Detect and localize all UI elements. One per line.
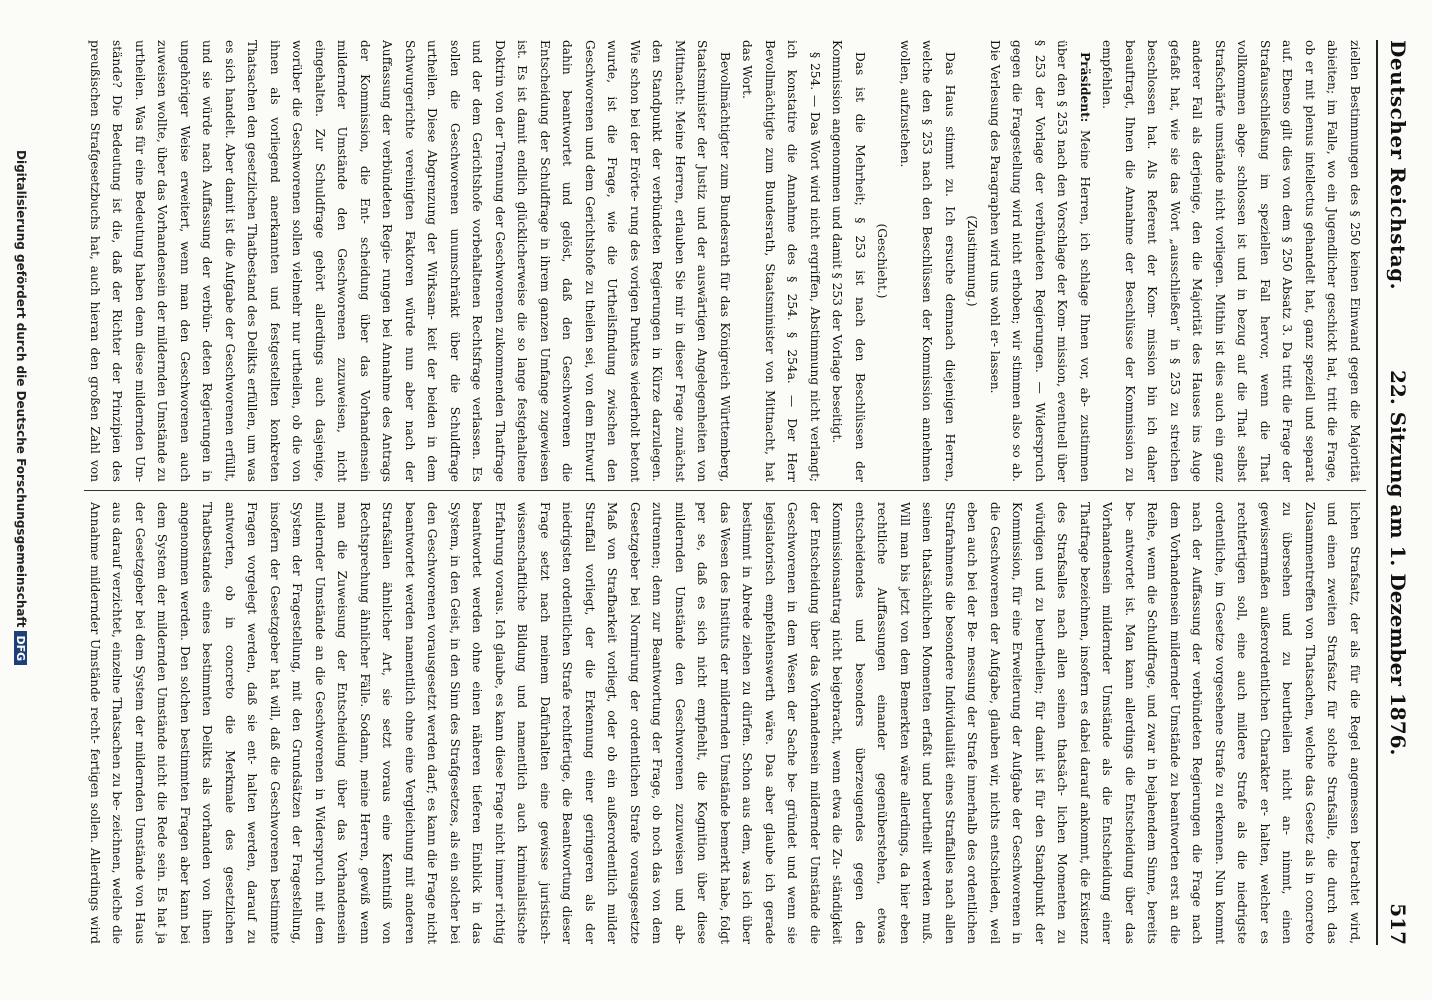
right-column [84,502,1366,944]
page-header [1376,40,1416,945]
dfg-logo: DFG [14,631,27,665]
interjection: (Geschieht.) [875,223,890,299]
credit-text: Digitalisierung gefördert durch die Deutsche Forschungsgemeinschaft [14,150,28,628]
paragraph: Das Haus stimmt zu. Ich ersuche demnach diejenigen Herren, welche den § 253 nach den Beschlüssen der Kommission annehmen wollen, aufzustehen. [898,40,957,482]
speech-text: Meine Herren, ich schlage Ihnen vor, ab- zustimmen über den § 253 nach den Vorschlage der Kom- mission, eventuell über § 253 der Vorlage der verbündeten Regierungen. — Widerspruch gegen die Fragestellung wird nicht erhoben; wir stimmen also so ab. Die Verlesung des Paragraphen wird uns wohl er- lassen. [988,40,1092,482]
speaker-label: Präsident: [1078,52,1092,123]
paragraph: § 254. — Das Wort wird nicht ergriffen, Abstimmung nicht verlangt; ich konstatire die Annahme des § 254. § 254a. — Der Herr Bevollmächtigte zum Bundesrath, Staatsminister von Mittnacht, hat das Wort. [740,40,822,482]
left-column [84,40,1366,482]
paragraph: Das ist die Mehrheit; § 253 ist nach den Beschlüssen der Kommission angenommen und damit § 253 der Vorlage beseitigt. [830,40,867,482]
header-session: 22. Sitzung am 1. Dezember 1876. [1386,370,1410,756]
digitization-credit [14,150,28,665]
paragraph: lichen Strafsatz, der als für die Regel angemessen betrachtet wird, und einen zweiten Strafsatz für solche Strafsälle, die durch das Zusammentreffen von Thatsachen, welche das Gesetz als in concreto zu übersehen und zu beurtheilen nicht an- nimmt, einen gewissermaßen außerordentlichen Charakter er- halten, welcher es rechtfertigen soll, eine auch mildere Strafe als die niedrigste ordentliche, im Gesetze vorgesehene Strafe zu erkennen. Nun kommt nach der Auffassung der verbündeten Regierungen die Frage nach dem Vorhandensein mildernder Umstände zu beantworten erst an die Reihe, wenn die Schuldfrage, und zwar in bejahendem Sinne, bereits be- antwortet ist. Man kann allerdings die Entscheidung über das Vorhandensein mildernder Umstände als die Entscheidung einer Thatfrage bezeichnen, insofern es dabei darauf ankommt, die Existenz des Strafsalles nach allen seinen thatsäch- lichen Momenten zu würdigen und zu beurtheilen; für damit ist für den Standpunkt der Kommission, für eine Erweiterung der Aufgabe der Geschworenen in die Geschworenen der Aufgabe, glauben wir, nichts entschieden, weil eben auch bei der Be- messung der Strafe innerhalb des ordentlichen Strafrahmens die besondere Individualität eines Straffalles nach allen seinen thatsächlichen Momenten erfaßt und beurtheilt werden muß. Will man bis jetzt von dem Bemerkten wäre allerdings, da hier eben rechtliche Auffassungen einander gegenüberstehen, etwas entscheidendes und besonders überzeugendes gegen den Kommissionsantrag nicht beigebracht, wenn etwa die Zu- ständigkeit der Entscheidung über das Vorhandensein mildernder Umstände die Geschworenen in dem Wesen der Sache be- gründet und wenn sie legislatorisch empfehlenswerth wäre. Das aber glaube ich gerade bestimmt in Abrede ziehen zu dürfen. Schon aus dem, was ich über das Wesen des Instituts der mildernden Umstände bemerkt habe, folgt per se, daß es sich nicht empfiehlt, die Kognition über diese mildernden Umstände den Geschworenen zuzuweisen und ab- zutrennen; denn zur Beantwortung der Frage, ob noch das von dem Gesetzgeber bei Normirung der ordentlichen Strafe vorausgesetzte Maß von Strafbarkeit vorliegt, oder ob ein außerordentlich milder Straffall vorliegt, der die Erkennung einer geringeren als der niedrigsten ordentlichen Strafe rechtfertige, die Beantwortung dieser Frage setzt nach meinem Dafürhalten eine gewisse juristisch-wissenschaftliche Bildung und namentlich auch kriminalistische Erfahrung voraus. Ich glaube, es kann diese Frage nicht immer richtig beantwortet werden ohne einen näheren tieferen Einblick in das System, in den Geist, in den Sinn des Strafgesetzes, als ein solcher bei den Geschworenen vorausgesetzt werden darf; es kann die Frage nicht beantwortet werden namentlich ohne eine Vergleichung mit anderen Strafsällen ähnlicher Art, sie setzt voraus eine Kenntniß von Rechtsprechung ähnlicher Fälle. Sodann, meine Herren, gewiß wenn man die Zuweisung der Entscheidung über das Vorhandensein mildernder Umstände an die Geschworenen in Widerspruch mit dem System der Fragestellung, mit den Grundsätzen der Fragestellung, insofern der Gesetzgeber hat will, daß die Geschworenen bestimmte Fragen vorgelegt werden, daß sie ent- halten werden, darauf zu antworten, ob in concreto die Merkmale des gesetzlichen Thatbestandes eines bestimmten Delikts als vorhanden von ihnen angenommen werden. Den solchen bestimmten Fragen aber kann bei dem System der mildernden Umstände nicht die Rede sein. Es hat ja der Gesetzgeber bei dem System der mildernden Umstände von Haus aus darauf verzichtet, einzelne Thatsachen zu be- zeichnen, welche die Annahme mildernder Umstände recht- fertigen sollen. Allerdings wird [88,502,1362,944]
page-number: 517 [1386,903,1410,945]
paragraph: ziellen Bestimmungen des § 250 keinen Einwand gegen die Majorität abieiten; im Falle, wo ein Jugendlicher geschickt hat, tritt die Frage, ob er mit plenus intellectus gehandelt hat, ganz speziell und separat auf. Ebenso gilt dies von dem § 250 Absatz 3. Da tritt die Frage der Strafausschließung im speziellen Fall hervor, wenn die That vollkommen abge- schlossen ist und in bezug auf die That selbst Strafschärfe umstände nicht vorliegen. Mithin ist dies auch ein ganz anderer Fall als derjenige, den die Majorität des Hauses ins Auge gefaßt hat, wie sie das Wort „ausschließen“ in § 253 zu streichen beschlossen hat. Als Referent der Kom- mission bin ich daher beauftragt, Ihnen die Annahme der Beschlüsse der Kommission zu empfehlen. [1100,40,1362,482]
paragraph: Bevollmächtigter zum Bundesrath für das Königreich Württemberg, Staatsminister der Justiz und der auswärtigen Angelegenheiten von Mittnacht: Meine Herren, erlauben Sie mir in dieser Frage zunächst den Standpunkt der verbündeten Regierungen in Kürze darzulegen. Wie schon bei der Erörte- rung des vorigen Punktes wiederholt betont wurde, ist die Frage, wie die Urtheilsfindung zwischen den Geschworenen und dem Gerichtshofe zu theilen sei, von dem Entwurf dahin beantwortet und gelöst, daß den Geschworenen die Entscheidung der Schuldfrage in ihrem ganzen Umfange zugewiesen ist. Es ist damit endlich glücklicherweise die so lange festgehaltene Doktrin von der Trennung der Geschworenen zukommenden Thatfrage und der dem Gerichtshofe vorbehaltenen Rechtsfrage verlassen. Es sollen die Geschworenen unumschränkt über die Schuldfrage urtheilen. Diese Abgrenzung der Wirksam- keit der beiden in dem Schwurgerichte vereinigten Faktoren würde nun aber nach der Auffassung der verbündeten Regie- rungen bei Annahme des Antrags der Kommission, die Ent- scheidung über das Vorhandensein mildernder Umstände den Geschworenen zuzuweisen, nicht eingehalten. Zur Schuldfrage gehört allerdings auch dasjenige, worüber die Geschworenen sollen vielmehr nur urtheilen, ob die von ihnen als vorliegend anerkannten und festgestellten konkreten Thatsachen den gesetzlichen Thatbestand des Delikts erfüllen, um was es sich handelt. Aber damit ist die Aufgabe der Geschworenen erfüllt, und sie würde nach Auffassung der verbün- deten Regierungen in ungehöriger Weise erweitert, wenn man den Geschworenen auch zuweisen wollte, über das Vorhandensein der mildernden Umstände zu urtheilen. Was für eine Bedeutung haben denn diese mildernden Um- stände? Die Bedeutung ist die, daß der Richter der Prinzipien des preußischen Strafgesetzbuchs hat, auch hieran den großen Zahl von [88,40,732,482]
paragraph [984,40,1097,482]
column-divider [84,490,1366,491]
header-publication: Deutscher Reichstag. [1386,40,1410,291]
interjection: (Zustimmung.) [965,215,980,307]
